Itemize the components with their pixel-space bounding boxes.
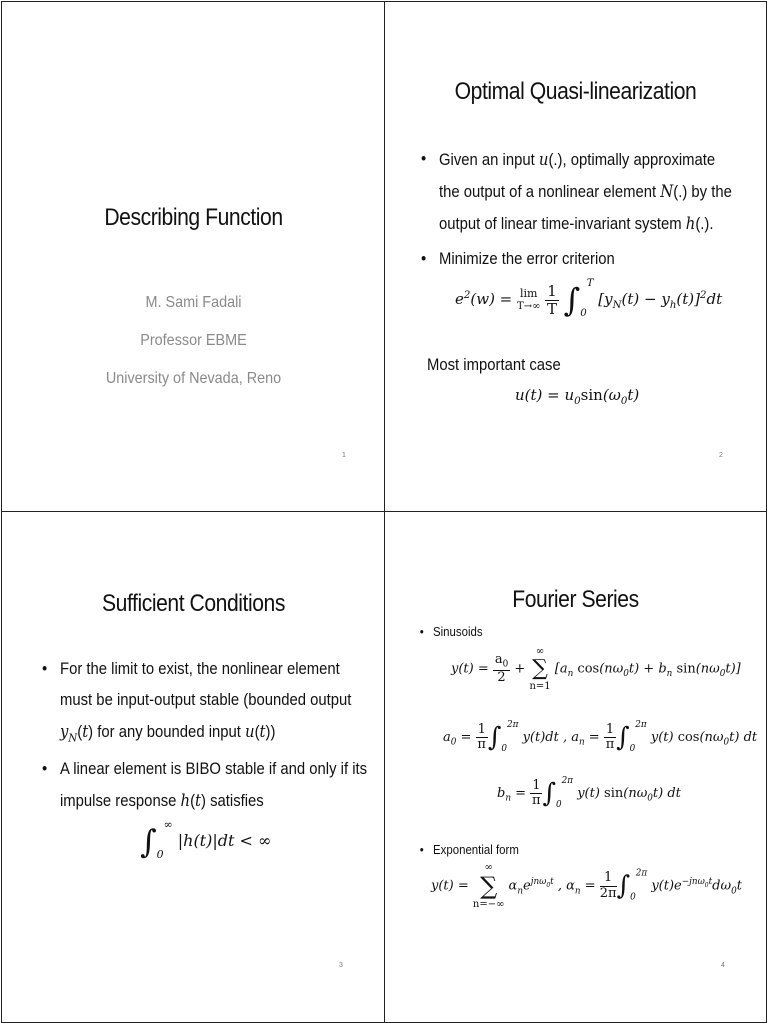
slide-title: Describing Function xyxy=(104,204,283,231)
slide-1 xyxy=(1,1,386,513)
bullet-text: • Minimize the error criterion xyxy=(439,244,615,275)
fourier-bn-equation: $b_n$ = $\frac{1}{\pi}$ $\int_0^{2\pi}$ y(t) $\sin(n\omega_0t)$ dt xyxy=(497,776,681,810)
math-inline: h xyxy=(685,214,696,233)
slide-2 xyxy=(384,1,767,513)
math-inline: h xyxy=(180,791,191,810)
bullet-icon: • xyxy=(419,842,424,857)
slide-title: Optimal Quasi-linearization xyxy=(454,78,697,105)
bullet-text: • Exponential form xyxy=(419,842,519,857)
bullet-icon: • xyxy=(421,250,427,268)
slide-4 xyxy=(384,511,767,1023)
fourier-series-equation: y(t) = $\frac{a_0}{2}$ + ∞ ∑ n=1 [$a_n$ $\cos(n\omega_0t) + b_n$ $\sin(n\omega_0t)$] xyxy=(451,646,741,693)
bibo-integral-equation: $\int_0^\infty$ |h(t)|dt < ∞ xyxy=(140,818,272,861)
math-inline: N xyxy=(660,182,674,201)
bullet-text: • Sinusoids xyxy=(419,624,483,639)
author-name: M. Sami Fadali xyxy=(145,294,242,311)
page-number: 1 xyxy=(342,452,346,459)
bullet-icon: • xyxy=(421,150,427,168)
slide-title: Fourier Series xyxy=(512,586,639,613)
author-affiliation: University of Nevada, Reno xyxy=(105,370,282,387)
bullet-text: • For the limit to exist, the nonlinear element must be input-output stable (bounded output $y_N(t)$ for any bounded input u(t)) xyxy=(60,654,351,753)
bullet-icon: • xyxy=(42,760,48,778)
page-number: 4 xyxy=(721,962,725,969)
bullet-icon: • xyxy=(42,660,48,678)
bullet-text: • Given an input u(.), optimally approximate the output of a nonlinear element N(.) by the output of linear time-invariant system h(.). xyxy=(439,144,732,240)
math-inline: $y_N$ xyxy=(60,722,78,745)
author-position: Professor EBME xyxy=(140,332,247,349)
page-number: 3 xyxy=(339,962,343,969)
slide-3 xyxy=(1,511,386,1023)
exponential-fourier-equation: y(t) = ∞ ∑ n=−∞ $\alpha_ne^{jn\omega_0t}$ , $\alpha_n$ = $\frac{1}{2\pi}$ $\int_0^{2\pi}$ $y(t)e^{-jn\omega_0t}d\omega_0t$ xyxy=(431,862,742,911)
fourier-coefficients-equation: $a_0$ = $\frac{1}{\pi}$ $\int_0^{2\pi}$ y(t)dt , $a_n$ = $\frac{1}{\pi}$ $\int_0^{2\pi}$ y(t) $\cos(n\omega_0t)$ dt xyxy=(443,720,758,754)
slide-title: Sufficient Conditions xyxy=(102,590,285,617)
bullet-text: • A linear element is BIBO stable if and only if its impulse response h(t) satisfies xyxy=(60,754,367,817)
page-number: 2 xyxy=(719,452,723,459)
subheading-text: Most important case xyxy=(427,356,561,374)
error-criterion-equation: $e^2(w)$ = lim T→∞ $\frac{1}{T}$ $\int_0^T$ $[y_N(t) - y_h(t)]^2dt$ xyxy=(455,278,723,319)
input-equation: $u(t) = u_0\sin(\omega_0t)$ xyxy=(515,386,640,407)
math-inline: u xyxy=(538,150,549,169)
bullet-icon: • xyxy=(419,624,424,639)
